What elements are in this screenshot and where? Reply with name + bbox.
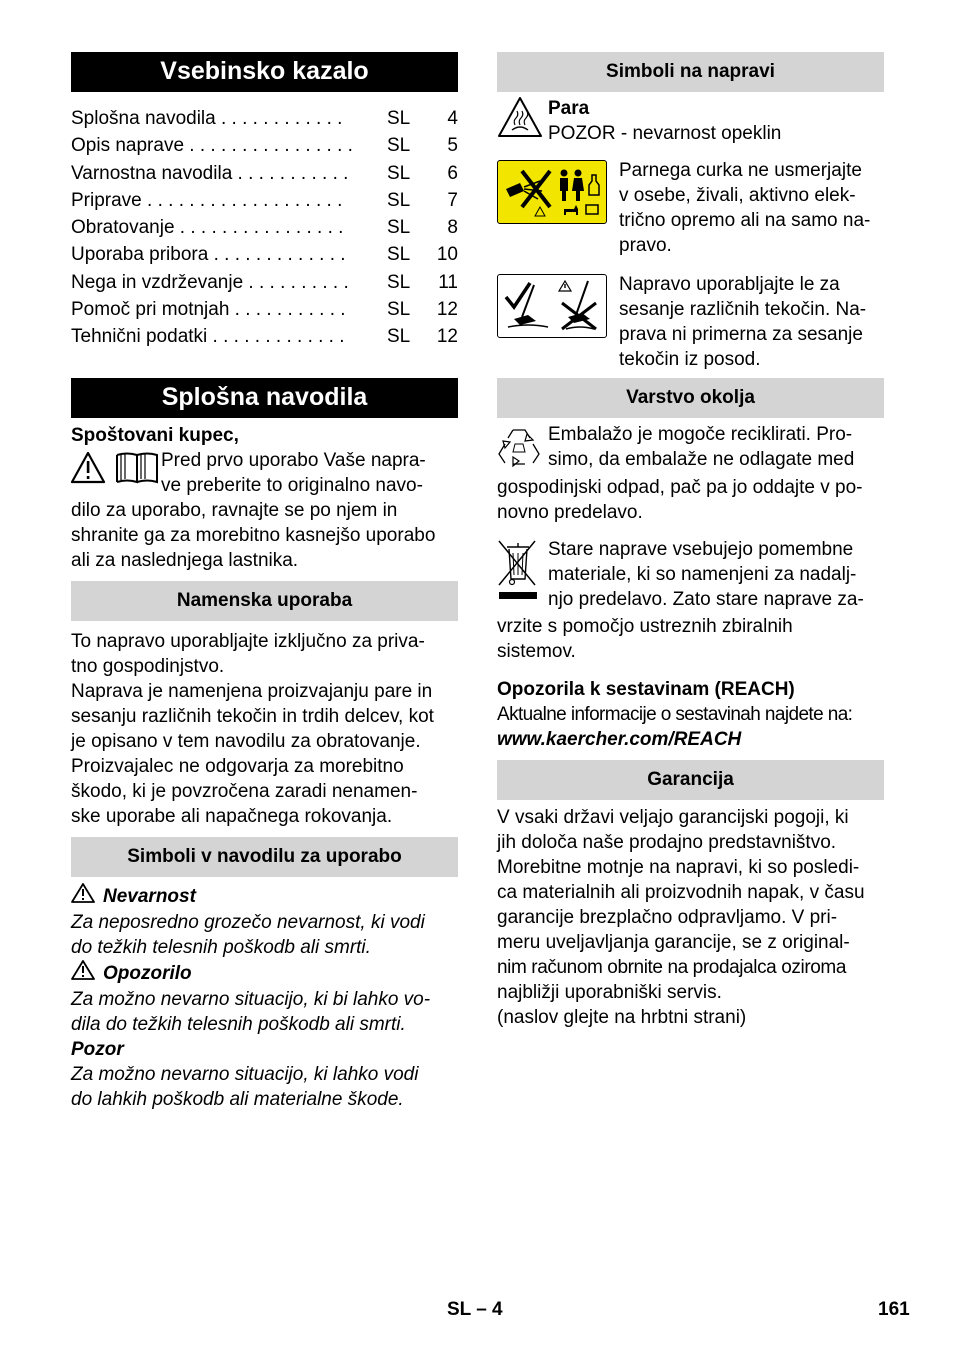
packaging-line: Embalažo je mogoče reciklirati. Pro- (548, 424, 853, 445)
reach-link[interactable]: www.kaercher.com/REACH (497, 729, 742, 750)
left-column (71, 52, 458, 1112)
toc-lang: SL (387, 135, 411, 157)
warning-label: Opozorilo (103, 962, 192, 984)
liquid-vacuum-only-icon (497, 274, 607, 338)
toc-dots: . . . . . . . . . . . (232, 162, 349, 184)
toc-title: Pomoč pri motnjah (71, 299, 230, 321)
environment-heading: Varstvo okolja (497, 378, 884, 418)
footer-lang-page: SL – 4 (447, 1299, 503, 1320)
environment-section (497, 422, 884, 752)
toc-row[interactable] (71, 241, 458, 268)
steam-symbol-row (497, 96, 884, 146)
danger-label: Nevarnost (103, 885, 196, 907)
weee-line: sistemov. (497, 641, 576, 662)
toc-lang: SL (387, 271, 411, 293)
warranty-line: najbližji uporabniški servis. (497, 982, 722, 1003)
general-section (71, 423, 458, 573)
intro-line: Pred prvo uporabo Vaše napra- (161, 449, 426, 471)
manual-symbols-section (71, 883, 458, 1112)
toc-row[interactable] (71, 323, 458, 350)
toc-title: Obratovanje (71, 217, 175, 239)
toc-heading: Vsebinsko kazalo (71, 52, 458, 92)
steam-jet-symbol-row (497, 158, 884, 258)
greeting: Spoštovani kupec, (71, 424, 239, 446)
toc-lang: SL (387, 189, 411, 211)
no-steam-jet-icon (497, 160, 607, 224)
toc-title: Uporaba pribora (71, 244, 209, 266)
manual-symbols-heading: Simboli v navodilu za uporabo (71, 837, 458, 877)
warranty-line: nim računom obrnite na prodajalca oziroma (497, 957, 847, 978)
toc-row[interactable] (71, 132, 458, 159)
toc-page: 4 (447, 108, 458, 129)
footer-page-number: 161 (878, 1299, 910, 1320)
toc-row[interactable] (71, 296, 458, 323)
toc-dots: . . . . . . . . . . . . (215, 108, 343, 129)
toc-row[interactable] (71, 105, 458, 132)
intro-line: shranite ga za morebitno kasnejšo uporabo (71, 524, 436, 546)
warranty-section (497, 805, 884, 1030)
warning-row (71, 960, 458, 987)
jet-line: trično opremo ali na samo na- (619, 210, 871, 231)
toc-page: 12 (436, 299, 458, 321)
toc-title: Priprave (71, 189, 142, 211)
warning-line: dila do težkih telesnih poškodb ali smrti. (71, 1013, 406, 1035)
vac-line: sesanje različnih tekočin. Na- (619, 299, 867, 320)
packaging-row (497, 422, 884, 475)
toc-dots: . . . . . . . . . . . . . (208, 244, 346, 266)
toc-title: Varnostna navodila (71, 162, 233, 184)
warranty-line: garancije brezplačno odpravljamo. V pri- (497, 907, 838, 928)
toc-row[interactable] (71, 187, 458, 214)
steam-label: Para (548, 98, 590, 119)
intended-line: Proizvajalec ne odgovarja za morebitno (71, 755, 404, 777)
weee-line: vrzite s pomočjo ustreznih zbiralnih (497, 616, 793, 637)
intended-line: To napravo uporabljajte izključno za priva- (71, 630, 425, 652)
toc-page: 10 (436, 244, 458, 266)
warranty-line: meru uveljavljanja garancije, se z original- (497, 932, 850, 953)
crossed-bin-icon (497, 537, 548, 614)
intro-line: ali za naslednjega lastnika. (71, 549, 299, 571)
jet-line: pravo. (619, 235, 672, 256)
toc-lang: SL (387, 217, 411, 239)
intended-line: tno gospodinjstvo. (71, 655, 225, 677)
intended-line: škodo, ki je povzročena zaradi nenamen- (71, 780, 418, 802)
device-symbols-heading: Simboli na napravi (497, 52, 884, 92)
danger-line: do težkih telesnih poškodb ali smrti. (71, 936, 371, 958)
warranty-line: (naslov glejte na hrbtni strani) (497, 1007, 747, 1028)
vacuum-symbol-row (497, 272, 884, 372)
toc-dots: . . . . . . . . . . . (229, 299, 346, 321)
toc-page: 7 (447, 189, 458, 211)
weee-line: materiale, ki so namenjeni za nadalj- (548, 564, 857, 585)
steam-warning-icon (497, 96, 548, 146)
toc-row[interactable] (71, 214, 458, 241)
intended-line: Naprava je namenjena proizvajanju pare in (71, 680, 433, 702)
weee-row (497, 537, 884, 614)
danger-line: Za neposredno grozečo nevarnost, ki vodi (71, 911, 425, 933)
toc-title: Splošna navodila (71, 108, 216, 129)
toc-dots: . . . . . . . . . . . . . . . . . . . (141, 189, 343, 211)
danger-row (71, 883, 458, 910)
general-heading: Splošna navodila (71, 378, 458, 418)
toc-lang: SL (387, 244, 411, 266)
reach-text: Aktualne informacije o sestavinah najdete na: (497, 704, 853, 725)
reach-heading: Opozorila k sestavinam (REACH) (497, 679, 795, 700)
warranty-line: jih določa naše prodajno predstavništvo. (497, 832, 837, 853)
vac-line: tekočin iz posod. (619, 349, 761, 370)
toc-lang: SL (387, 108, 411, 129)
toc-page: 6 (447, 162, 458, 184)
intended-line: sesanju različnih tekočin in trdih delcev, kot (71, 705, 434, 727)
packaging-line: gospodinjski odpad, pač pa jo oddajte v po- (497, 477, 863, 498)
toc-dots: . . . . . . . . . . . . . . . . (184, 135, 353, 157)
warning-manual-icon (71, 448, 161, 498)
weee-line: Stare naprave vsebujejo pomembne (548, 539, 854, 560)
intended-use-heading: Namenska uporaba (71, 581, 458, 621)
warning-triangle-icon (71, 960, 103, 987)
weee-line: njo predelavo. Zato stare naprave za- (548, 589, 864, 610)
toc-lang: SL (387, 326, 411, 348)
intro-line: dilo za uporabo, ravnajte se po njem in (71, 499, 398, 521)
toc-row[interactable] (71, 160, 458, 187)
toc-page: 11 (438, 271, 458, 293)
intro-line: ve preberite to originalno navo- (161, 474, 423, 496)
toc-dots: . . . . . . . . . . (243, 271, 349, 293)
caution-line: Za možno nevarno situacijo, ki lahko vodi (71, 1063, 419, 1085)
toc-row[interactable] (71, 269, 458, 296)
toc-lang: SL (387, 162, 411, 184)
vac-line: Napravo uporabljajte le za (619, 274, 840, 295)
toc-title: Nega in vzdrževanje (71, 271, 244, 293)
jet-line: Parnega curka ne usmerjajte (619, 160, 862, 181)
intro-block (71, 448, 458, 498)
toc-page: 5 (447, 135, 458, 157)
toc-page: 8 (447, 217, 458, 239)
packaging-line: novno predelavo. (497, 502, 643, 523)
intended-line: je opisano v tem navodilu za obratovanje. (71, 730, 421, 752)
warranty-line: V vsaki državi veljajo garancijski pogoji, ki (497, 807, 849, 828)
jet-line: v osebe, živali, aktivno elek- (619, 185, 856, 206)
toc-lang: SL (387, 299, 411, 321)
caution-label: Pozor (71, 1038, 124, 1060)
steam-text: POZOR - nevarnost opeklin (548, 123, 782, 144)
warranty-heading: Garancija (497, 760, 884, 800)
intended-use-section (71, 629, 458, 829)
packaging-line: simo, da embalaže ne odlagate med (548, 449, 855, 470)
toc-page: 12 (436, 326, 458, 348)
warning-triangle-icon (71, 883, 103, 910)
recycling-icon (497, 422, 548, 475)
toc-title: Opis naprave (71, 135, 185, 157)
table-of-contents (71, 105, 458, 351)
toc-title: Tehnični podatki (71, 326, 208, 348)
warranty-line: ca materialnih ali proizvodnih napak, v času (497, 882, 865, 903)
toc-dots: . . . . . . . . . . . . . (207, 326, 345, 348)
warning-line: Za možno nevarno situacijo, ki bi lahko vo- (71, 988, 431, 1010)
warranty-line: Morebitne motnje na napravi, ki so posledi- (497, 857, 860, 878)
intended-line: ske uporabe ali napačnega rokovanja. (71, 805, 393, 827)
caution-line: do lahkih poškodb ali materialne škode. (71, 1088, 404, 1110)
right-column (497, 52, 884, 1030)
vac-line: prava ni primerna za sesanje (619, 324, 863, 345)
toc-dots: . . . . . . . . . . . . . . . . (174, 217, 344, 239)
